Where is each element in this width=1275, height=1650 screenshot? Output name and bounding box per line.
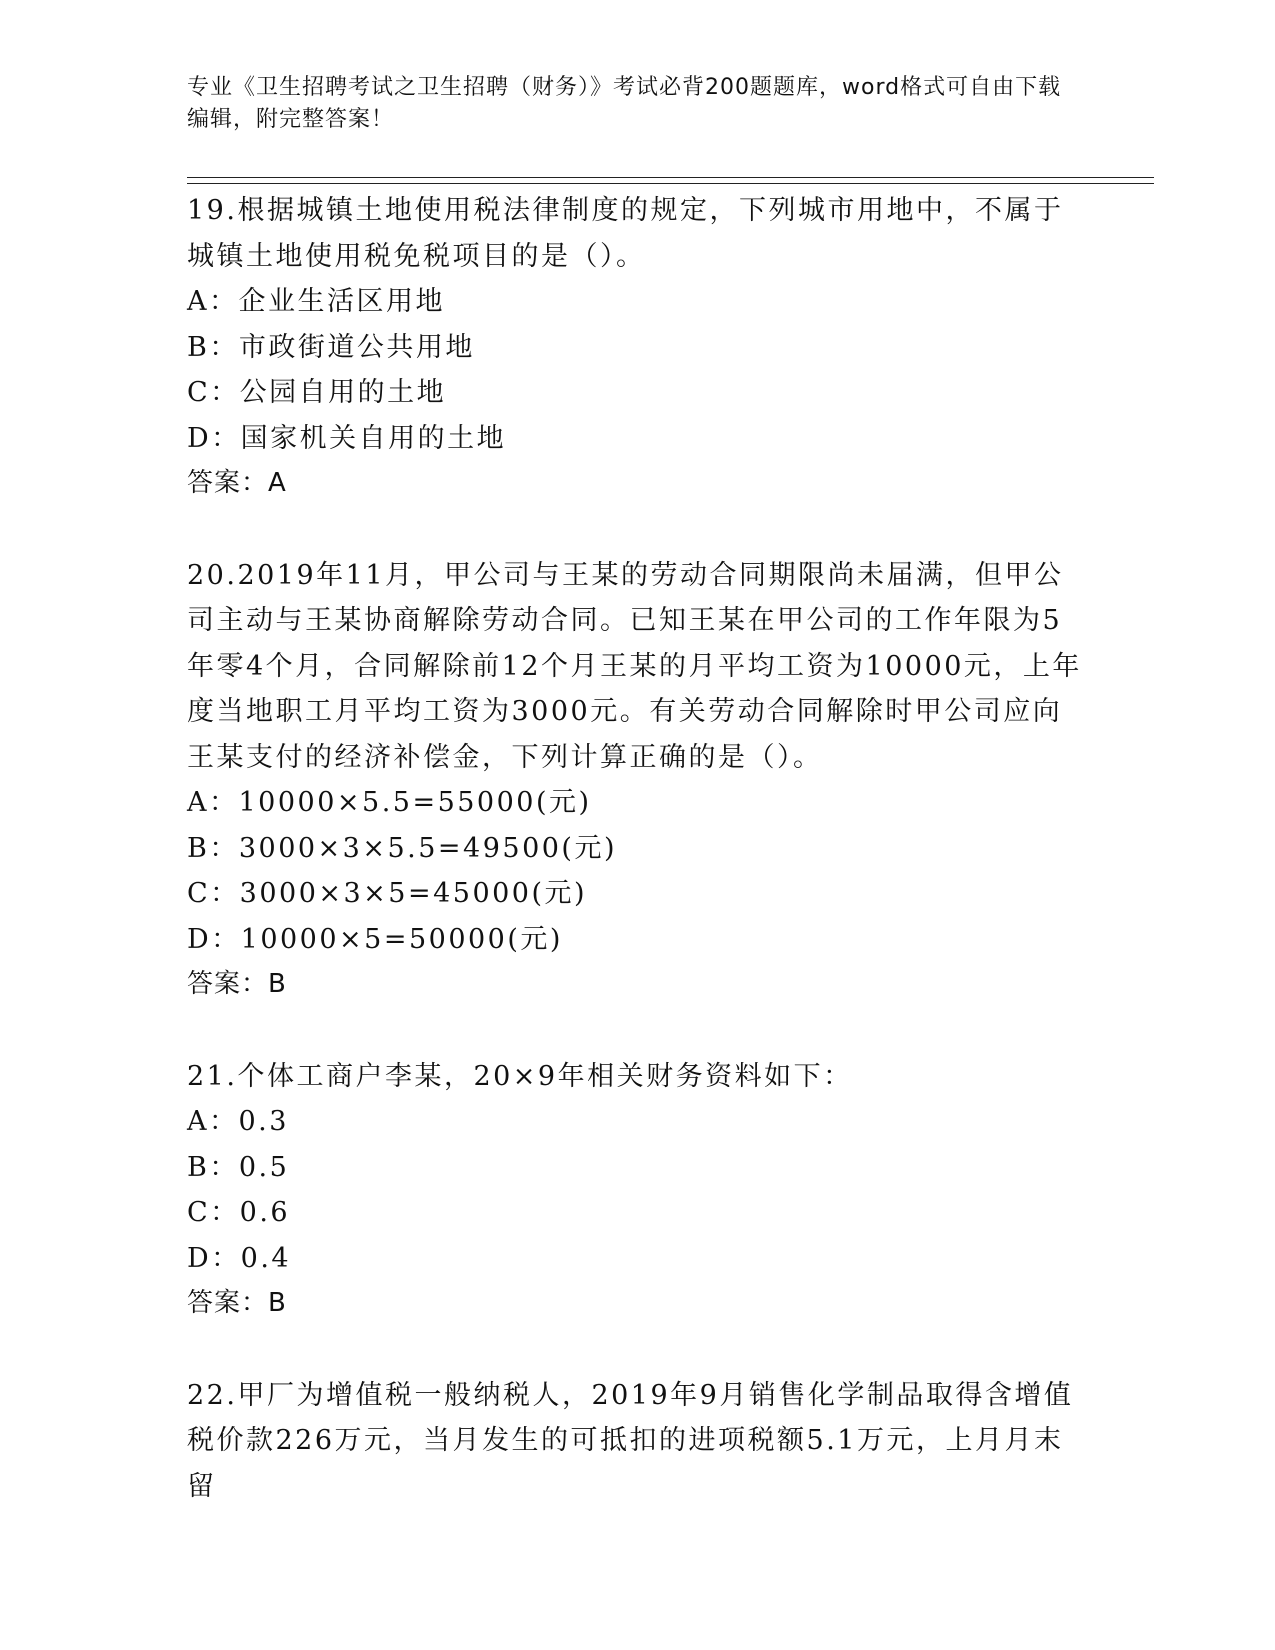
answer-line: 答案：B <box>187 1288 287 1318</box>
option-a: A：10000×5.5=55000(元) <box>187 787 592 818</box>
option-c: C：公园自用的土地 <box>187 377 447 408</box>
option-b: B：0.5 <box>187 1151 290 1183</box>
option-a: A：0.3 <box>187 1106 289 1137</box>
option-a: A：企业生活区用地 <box>187 286 445 317</box>
option-d: D：10000×5=50000(元) <box>187 923 563 955</box>
option-b: B：3000×3×5.5=49500(元) <box>187 832 617 864</box>
question-19 <box>187 188 1087 507</box>
answer-line: 答案：A <box>187 468 287 498</box>
option-c: C：3000×3×5=45000(元) <box>187 878 588 909</box>
option-d: D：国家机关自用的土地 <box>187 422 507 454</box>
spacer <box>187 1008 1087 1054</box>
option-c: C：0.6 <box>187 1197 291 1228</box>
question-21 <box>187 1054 1087 1327</box>
option-d: D：0.4 <box>187 1242 292 1274</box>
question-20 <box>187 553 1087 1008</box>
option-b: B：市政街道公共用地 <box>187 331 475 363</box>
question-stem: 20.2019年11月，甲公司与王某的劳动合同期限尚未届满，但甲公司主动与王某协商解除劳动合同。已知王某在甲公司的工作年限为5年零4个月，合同解除前12个月王某的月平均工资为10000元，上年度当地职工月平均工资为3000元。有关劳动合同解除时甲公司应向王某支付的经济补偿金，下列计算正确的是（）。 <box>187 559 1082 773</box>
document-header: 专业《卫生招聘考试之卫生招聘（财务）》考试必背200题题库，word格式可自由下载编辑，附完整答案！ <box>187 75 1062 132</box>
spacer <box>187 507 1087 553</box>
question-stem: 21.个体工商户李某，20×9年相关财务资料如下： <box>187 1060 853 1092</box>
header-rule-top <box>187 177 1154 178</box>
question-stem: 22.甲厂为增值税一般纳税人，2019年9月销售化学制品取得含增值税价款226万元，当月发生的可抵扣的进项税额5.1万元，上月月末留 <box>187 1379 1074 1502</box>
question-22 <box>187 1373 1087 1510</box>
spacer <box>187 1327 1087 1373</box>
header-rule-bottom <box>187 183 1154 184</box>
answer-line: 答案：B <box>187 969 287 999</box>
question-list <box>187 188 1087 1509</box>
question-stem: 19.根据城镇土地使用税法律制度的规定，下列城市用地中，不属于城镇土地使用税免税项目的是（）。 <box>187 195 1064 272</box>
